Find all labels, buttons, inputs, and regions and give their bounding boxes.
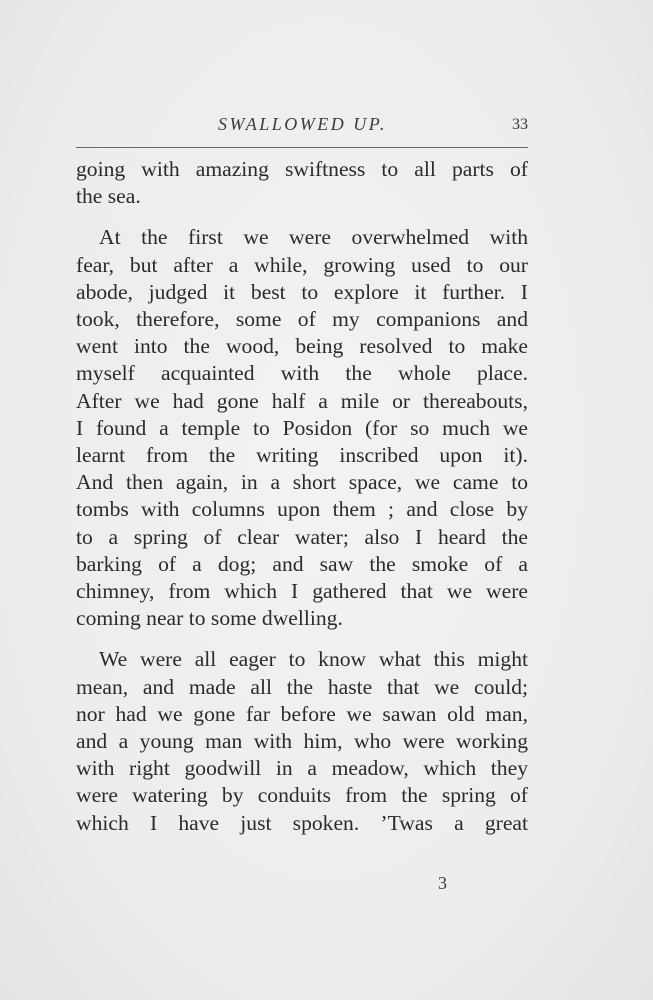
text-line: to a spring of clear water; also I heard the xyxy=(76,524,528,549)
text-line: After we had gone half a mile or thereabouts, xyxy=(76,388,528,413)
running-title: SWALLOWED UP. xyxy=(218,114,387,134)
text-line: fear, but after a while, growing used to our xyxy=(76,252,528,277)
text-line: the sea. xyxy=(76,184,141,209)
body-text xyxy=(76,156,528,837)
text-line: coming near to some dwelling. xyxy=(76,606,343,631)
text-line: took, therefore, some of my companions and xyxy=(76,307,528,332)
text-line: I found a temple to Posidon (for so much we xyxy=(76,415,528,440)
running-head xyxy=(76,112,528,142)
text-line: barking of a dog; and saw the smoke of a xyxy=(76,551,528,576)
text-line: myself acquainted with the whole place. xyxy=(76,361,528,386)
text-line: and a young man with him, who were working xyxy=(76,729,528,754)
text-line: chimney, from which I gathered that we were xyxy=(76,579,528,604)
text-line: tombs with columns upon them ; and close by xyxy=(76,497,528,522)
text-line: went into the wood, being resolved to make xyxy=(76,334,528,359)
text-line: We were all eager to know what this might xyxy=(99,647,528,672)
text-line: And then again, in a short space, we came to xyxy=(76,470,528,495)
header-rule xyxy=(76,147,528,148)
text-line: which I have just spoken. ’Twas a great xyxy=(76,810,528,835)
text-line: were watering by conduits from the spring of xyxy=(76,783,528,808)
paragraph xyxy=(76,646,528,836)
signature-mark: 3 xyxy=(438,873,447,893)
text-line: At the first we were overwhelmed with xyxy=(99,225,528,250)
text-line: with right goodwill in a meadow, which they xyxy=(76,756,528,781)
text-line: learnt from the writing inscribed upon it). xyxy=(76,443,528,468)
text-line: abode, judged it best to explore it further. I xyxy=(76,279,528,304)
page-number: 33 xyxy=(512,116,528,133)
text-line: nor had we gone far before we sawan old man, xyxy=(76,701,528,726)
paragraph xyxy=(76,156,528,210)
text-line: going with amazing swiftness to all parts of xyxy=(76,157,528,181)
paragraph xyxy=(76,224,528,632)
text-line: mean, and made all the haste that we could; xyxy=(76,674,528,699)
